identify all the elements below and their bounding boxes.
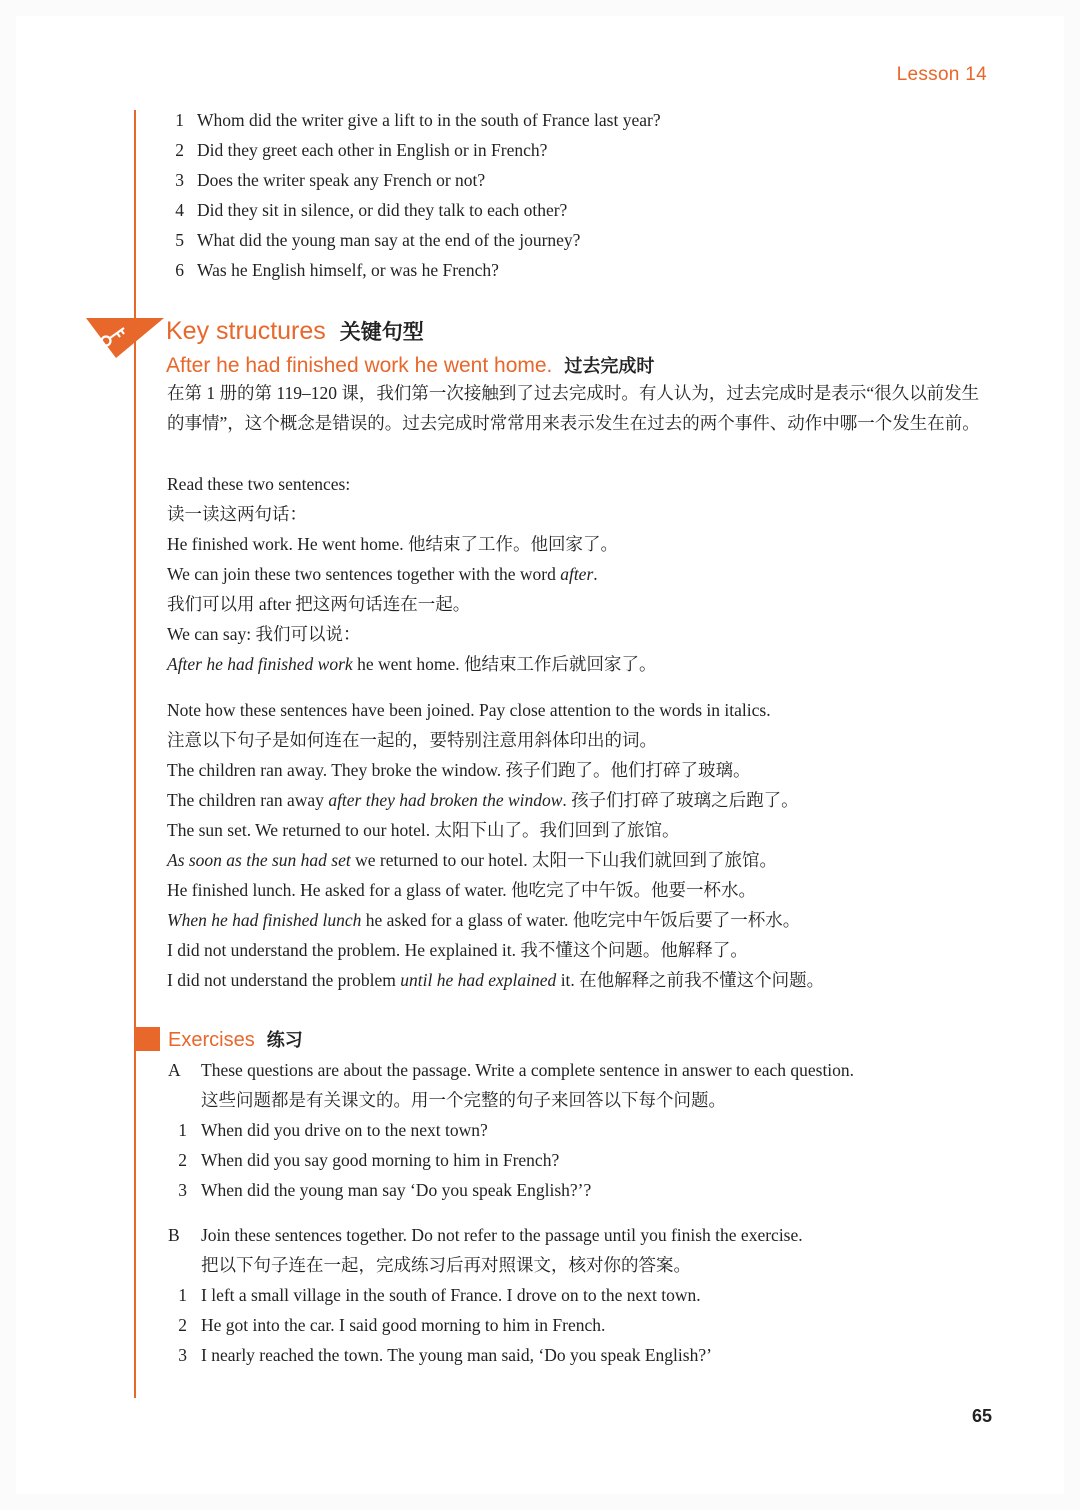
item-number: 3 — [178, 1180, 187, 1200]
note-instruction-zh: 注意以下句子是如何连在一起的，要特别注意用斜体印出的词。 — [167, 730, 657, 750]
join-word: after — [560, 564, 594, 584]
item-text: When did you drive on to the next town? — [201, 1120, 488, 1140]
pair-plain: I did not understand the problem. He explained it. 我不懂这个问题。他解释了。 — [167, 940, 748, 960]
pair-pre: I did not understand the problem — [167, 970, 401, 990]
question-text: Does the writer speak any French or not? — [197, 170, 486, 190]
key-icon — [86, 318, 164, 358]
pair-post: it. 在他解释之前我不懂这个问题。 — [556, 970, 825, 990]
read-instruction-zh: 读一读这两句话： — [167, 504, 307, 524]
item-text: When did the young man say ‘Do you speak English?’? — [201, 1180, 592, 1200]
joined-sentence — [167, 652, 656, 676]
question-number: 4 — [175, 200, 184, 220]
exercise-a-instruction: These questions are about the passage. Write a complete sentence in answer to each question. — [201, 1060, 855, 1080]
item-text: I nearly reached the town. The young man said, ‘Do you speak English?’ — [201, 1345, 712, 1365]
read-instruction: Read these two sentences: — [167, 474, 351, 494]
question-number: 3 — [175, 170, 184, 190]
pair-italic: As soon as the sun had set — [167, 850, 351, 870]
exercises-title: Exercises — [168, 1029, 255, 1051]
key-structures-title: Key structures — [166, 317, 326, 345]
question-number: 1 — [175, 110, 184, 130]
join-explanation-zh: 我们可以用 after 把这两句话连在一起。 — [167, 594, 471, 614]
item-number: 2 — [178, 1315, 187, 1335]
page-number: 65 — [971, 1406, 992, 1426]
item-text: When did you say good morning to him in French? — [201, 1150, 560, 1170]
pair-plain: The children ran away. They broke the window. 孩子们跑了。他们打碎了玻璃。 — [167, 760, 751, 780]
structure-subtitle-zh: 过去完成时 — [564, 356, 655, 376]
pair-pre: The children ran away — [167, 790, 329, 810]
item-text: I left a small village in the south of France. I drove on to the next town. — [201, 1285, 701, 1305]
pair-italic: When he had finished lunch — [167, 910, 362, 930]
exercises-title-zh: 练习 — [266, 1030, 303, 1050]
exercise-b-instruction-zh: 把以下句子连在一起，完成练习后再对照课文，核对你的答案。 — [201, 1255, 691, 1275]
join-explanation — [167, 562, 598, 586]
item-number: 1 — [178, 1285, 187, 1305]
pair-joined — [167, 908, 800, 932]
pair-plain: The sun set. We returned to our hotel. 太阳下山了。我们回到了旅馆。 — [167, 820, 680, 840]
question-text: Did they sit in silence, or did they talk to each other? — [197, 200, 568, 220]
item-text: He got into the car. I said good morning to him in French. — [201, 1315, 606, 1335]
pair-post: we returned to our hotel. 太阳一下山我们就回到了旅馆。 — [350, 850, 778, 870]
pair-italic: until he had explained — [400, 970, 557, 990]
join-text: We can join these two sentences together with the word — [167, 564, 561, 584]
item-number: 1 — [178, 1120, 187, 1140]
exercise-b-letter: B — [168, 1225, 180, 1245]
question-text: What did the young man say at the end of the journey? — [197, 230, 581, 250]
pair-plain: He finished lunch. He asked for a glass of water. 他吃完了中午饭。他要一杯水。 — [167, 880, 757, 900]
pair-joined — [167, 968, 824, 992]
intro-paragraph: 在第 1 册的第 119–120 课，我们第一次接触到了过去完成时。有人认为，过去完成时是表示“很久以前发生的事情”，这个概念是错误的。过去完成时常常用来表示发生在过去的两个事件、动作中哪一个发生在前。 — [167, 383, 980, 433]
key-structures-title-zh: 关键句型 — [339, 321, 424, 344]
lesson-label: Lesson 14 — [896, 64, 987, 85]
exercise-a-letter: A — [168, 1060, 181, 1080]
exercise-a-instruction-zh: 这些问题都是有关课文的。用一个完整的句子来回答以下每个问题。 — [201, 1090, 726, 1110]
example-sentence: He finished work. He went home. 他结束了工作。他回家了。 — [167, 534, 619, 554]
we-can-say: We can say: 我们可以说： — [167, 624, 361, 644]
margin-rule — [134, 110, 136, 1398]
question-text: Did they greet each other in English or in French? — [197, 140, 548, 160]
structure-subtitle-en: After he had finished work he went home. — [166, 354, 553, 377]
item-number: 2 — [178, 1150, 187, 1170]
pair-post: . 孩子们打碎了玻璃之后跑了。 — [562, 790, 799, 810]
note-instruction: Note how these sentences have been joined. Pay close attention to the words in italics. — [167, 700, 771, 720]
section-title-key-structures — [166, 316, 424, 346]
exercise-b-instruction: Join these sentences together. Do not refer to the passage until you finish the exercise. — [201, 1225, 803, 1245]
exercises-marker — [136, 1027, 160, 1051]
pair-italic: after they had broken the window — [328, 790, 563, 810]
joined-rest: he went home. 他结束工作后就回家了。 — [352, 654, 657, 674]
question-number: 5 — [175, 230, 184, 250]
joined-italic: After he had finished work — [167, 654, 353, 674]
section-title-exercises — [168, 1026, 303, 1052]
question-number: 6 — [175, 260, 184, 280]
item-number: 3 — [178, 1345, 187, 1365]
join-text-end: . — [593, 564, 598, 584]
pair-joined — [167, 788, 799, 812]
question-text: Whom did the writer give a lift to in the south of France last year? — [197, 110, 661, 130]
question-text: Was he English himself, or was he French? — [197, 260, 499, 280]
question-number: 2 — [175, 140, 184, 160]
structure-subtitle — [166, 352, 654, 378]
pair-post: he asked for a glass of water. 他吃完中午饭后要了一杯水。 — [361, 910, 801, 930]
pair-joined — [167, 848, 777, 872]
